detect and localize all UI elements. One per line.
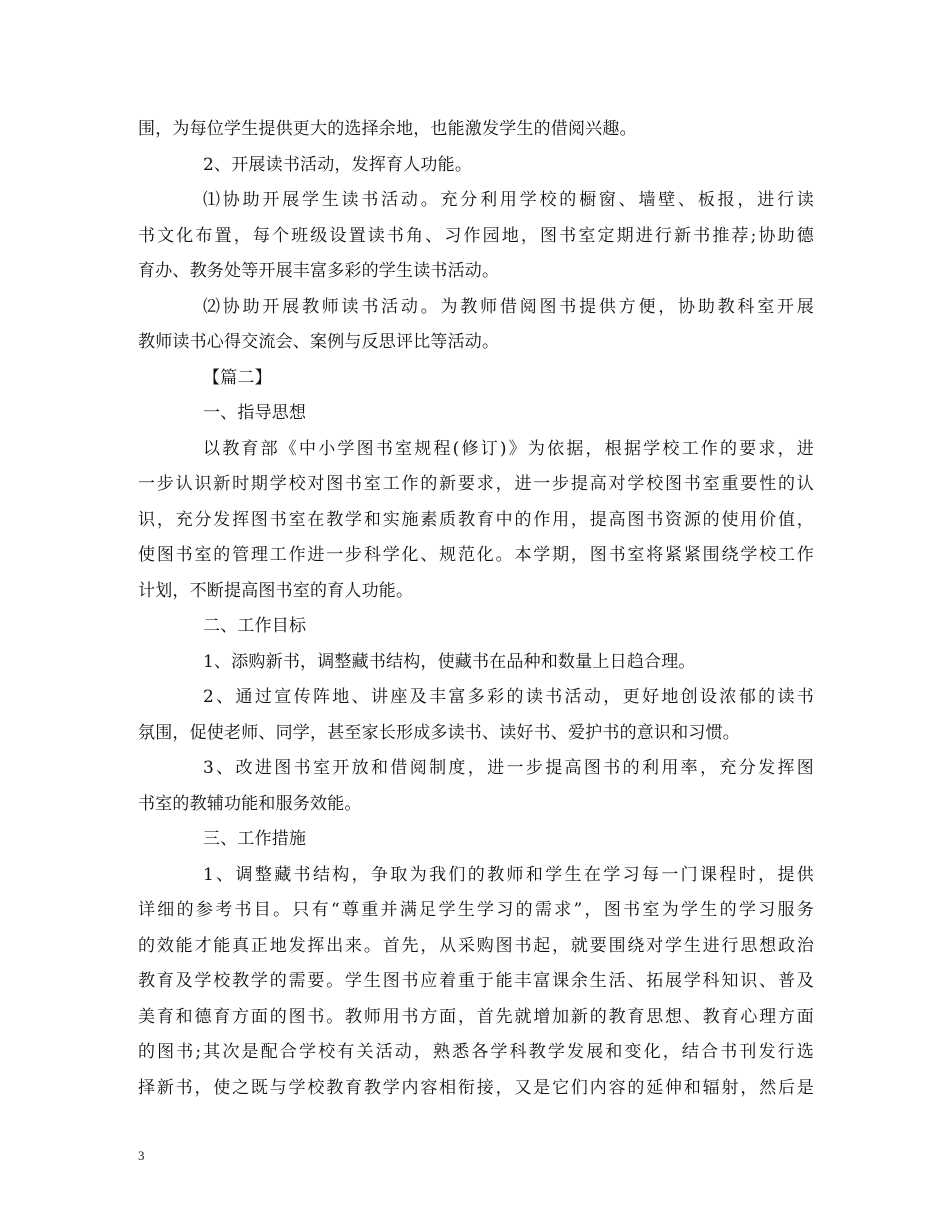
text-line: 3、改进图书室开放和借阅制度，进一步提高图书的利用率，充分发挥图 xyxy=(203,758,814,778)
text-line: 二、工作目标 xyxy=(203,616,307,636)
text-line: 书室的教辅功能和服务效能。 xyxy=(138,793,362,814)
text-line: 1、调整藏书结构，争取为我们的教师和学生在学习每一门课程时，提供 xyxy=(203,864,814,885)
text-line: 【篇二】 xyxy=(203,367,272,388)
text-line: 三、工作措施 xyxy=(203,829,307,849)
text-line: 识，充分发挥图书室在教学和实施素质教育中的作用，提高图书资源的使用价值， xyxy=(138,509,814,530)
text-line: 氛围，促使老师、同学，甚至家长形成多读书、读好书、爱护书的意识和习惯。 xyxy=(138,722,740,743)
text-line: 教师读书心得交流会、案例与反思评比等活动。 xyxy=(138,332,500,352)
text-line: 以教育部《中小学图书室规程(修订)》为依据，根据学校工作的要求，进 xyxy=(203,438,814,459)
text-line: 1、添购新书，调整藏书结构，使藏书在品种和数量上日趋合理。 xyxy=(203,651,696,672)
text-line: 择新书，使之既与学校教育教学内容相衔接，又是它们内容的延伸和辐射，然后是 xyxy=(138,1077,814,1098)
text-line: ⑵协助开展教师读书活动。为教师借阅图书提供方便，协助教科室开展 xyxy=(203,296,814,317)
text-line: 的效能才能真正地发挥出来。首先，从采购图书起，就要围绕对学生进行思想政治 xyxy=(138,935,814,956)
page-number: 3 xyxy=(138,1148,145,1163)
text-line: 围，为每位学生提供更大的选择余地，也能激发学生的借阅兴趣。 xyxy=(138,119,637,139)
text-line: 使图书室的管理工作进一步科学化、规范化。本学期，图书室将紧紧围绕学校工作 xyxy=(138,545,814,565)
text-line: 美育和德育方面的图书。教师用书方面，首先就增加新的教育思想、教育心理方面 xyxy=(138,1006,814,1027)
text-line: ⑴协助开展学生读书活动。充分利用学校的橱窗、墙壁、板报，进行读 xyxy=(203,190,814,210)
text-line: 详细的参考书目。只有“尊重并满足学生学习的需求”，图书室为学生的学习服务 xyxy=(138,900,814,920)
text-line: 的图书;其次是配合学校有关活动，熟悉各学科教学发展和变化，结合书刊发行选 xyxy=(138,1042,814,1062)
text-line: 计划，不断提高图书室的育人功能。 xyxy=(138,580,414,601)
text-line: 一步认识新时期学校对图书室工作的新要求，进一步提高对学校图书室重要性的认 xyxy=(138,474,814,494)
document-body xyxy=(138,112,814,1106)
text-line: 书文化布置，每个班级设置读书角、习作园地，图书室定期进行新书推荐;协助德 xyxy=(138,225,814,246)
text-line: 一、指导思想 xyxy=(203,403,307,423)
text-line: 2、开展读书活动，发挥育人功能。 xyxy=(203,154,473,175)
text-line: 2、通过宣传阵地、讲座及丰富多彩的读书活动，更好地创设浓郁的读书 xyxy=(203,687,814,707)
text-line: 育办、教务处等开展丰富多彩的学生读书活动。 xyxy=(138,261,500,281)
text-line: 教育及学校教学的需要。学生图书应着重于能丰富课余生活、拓展学科知识、普及 xyxy=(138,971,814,991)
